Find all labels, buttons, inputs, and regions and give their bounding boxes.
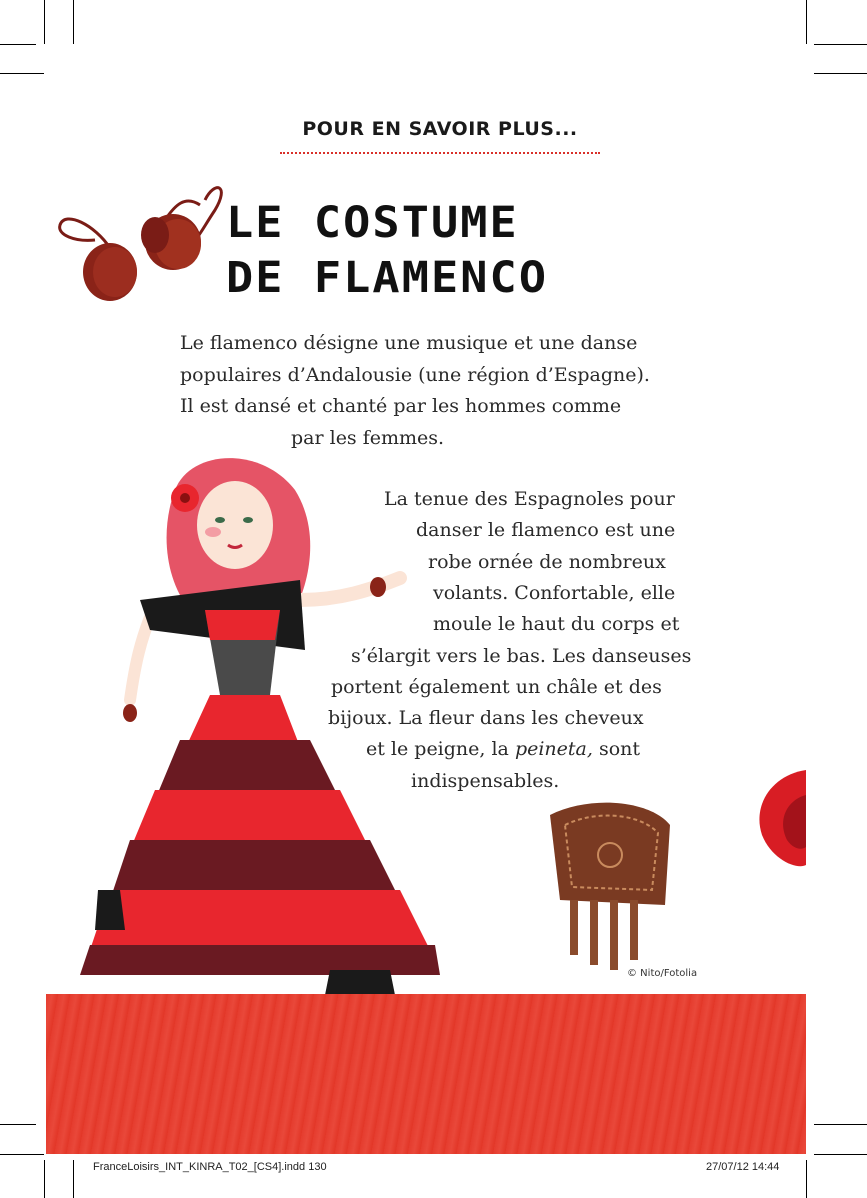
red-rose-illustration [752, 765, 806, 875]
header-dotted-rule [280, 152, 600, 154]
intro-line: Il est dansé et chanté par les hommes comme [180, 395, 622, 417]
page-title [226, 196, 548, 306]
crop-mark [806, 1160, 807, 1198]
body-line: s’élargit vers le bas. Les danseuses [351, 645, 692, 667]
intro-line: Le flamenco désigne une musique et une danse [180, 332, 638, 354]
crop-mark [44, 0, 45, 44]
section-header: POUR EN SAVOIR PLUS... [302, 118, 578, 140]
crop-mark [73, 0, 74, 44]
body-line: robe ornée de nombreux [428, 551, 666, 573]
crop-mark [0, 73, 44, 74]
body-line [366, 738, 640, 760]
body-line-text: et le peigne, la [366, 738, 515, 760]
body-line: danser le flamenco est une [416, 519, 676, 541]
peineta-comb-illustration [540, 795, 680, 980]
body-line: La tenue des Espagnoles pour [384, 488, 675, 510]
crop-mark [814, 1154, 867, 1155]
castanets-illustration [55, 180, 225, 310]
intro-line: par les femmes. [291, 427, 445, 449]
crop-mark [814, 73, 867, 74]
body-line: bijoux. La fleur dans les cheveux [328, 707, 644, 729]
decorative-red-band [46, 994, 806, 1154]
crop-mark [0, 44, 36, 45]
footer-datetime: 27/07/12 14:44 [706, 1161, 780, 1173]
crop-mark [814, 1124, 867, 1125]
crop-mark [73, 1160, 74, 1198]
body-line-text: sont [592, 738, 641, 760]
intro-line: populaires d’Andalousie (une région d’Espagne). [180, 364, 650, 386]
body-line: portent également un châle et des [331, 676, 662, 698]
body-line: volants. Confortable, elle [433, 582, 676, 604]
title-line-1: LE COSTUME [226, 198, 519, 248]
body-line: moule le haut du corps et [433, 613, 680, 635]
peineta-italic: peineta, [514, 738, 593, 760]
crop-mark [44, 1160, 45, 1198]
crop-mark [814, 44, 867, 45]
crop-mark [0, 1154, 44, 1155]
body-line: indispensables. [411, 770, 560, 792]
photo-credit: © Nito/Fotolia [627, 968, 698, 979]
footer-file-info: FranceLoisirs_INT_KINRA_T02_[CS4].indd 130 [93, 1161, 327, 1173]
title-line-2: DE FLAMENCO [226, 253, 549, 303]
crop-mark [806, 0, 807, 44]
crop-mark [0, 1124, 36, 1125]
